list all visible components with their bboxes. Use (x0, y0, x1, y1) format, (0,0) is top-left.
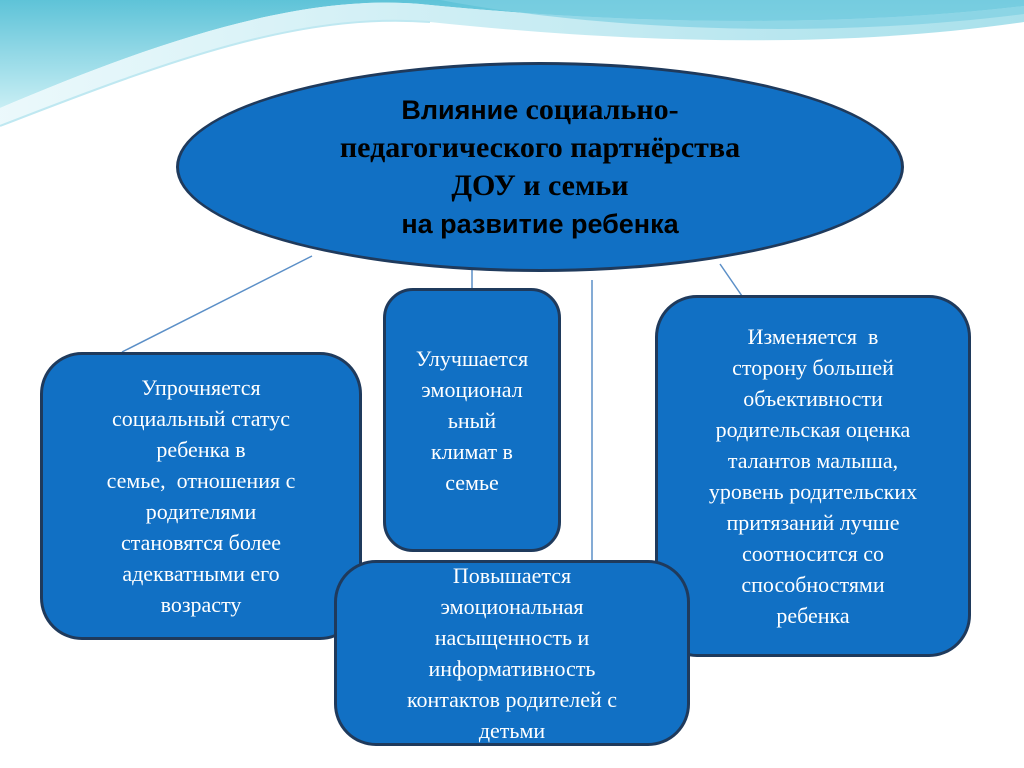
text-line: становятся более (120, 530, 282, 555)
text-line: объективности (743, 386, 883, 411)
text-line: эмоциональная (440, 594, 584, 619)
title-line-2: педагогического партнёрства (339, 131, 741, 164)
text-line: детьми (478, 718, 546, 743)
text-line: уровень родительских (708, 479, 918, 504)
text-line: ребенка в (156, 437, 246, 462)
text-line: климат в (431, 438, 513, 464)
effect-box-parental-assessment (655, 295, 971, 657)
text-line: талантов малыша, (727, 448, 899, 473)
effect-box-emotional-climate (383, 288, 561, 552)
title-line-3: ДОУ и семьи (451, 169, 629, 202)
title-line-1 (401, 91, 678, 129)
text-line: Повышается (452, 563, 572, 588)
text-line: способностями (741, 572, 885, 597)
text-line: Упрочняется (141, 375, 261, 400)
text-line: семье (445, 469, 499, 495)
title-line-1-rest: социально- (525, 93, 679, 126)
text-line: семье, отношения с (106, 468, 296, 493)
text-line: соотносится со (742, 541, 884, 566)
effect-box-contact-richness (334, 560, 690, 746)
text-line: Изменяется в (747, 324, 879, 349)
text-line: эмоционал (421, 376, 523, 402)
text-line: контактов родителей с (406, 687, 618, 712)
text-line: информативность (428, 656, 596, 681)
text-line: сторону большей (732, 355, 894, 380)
text-line: Улучшается (415, 345, 529, 371)
central-topic-ellipse (176, 62, 904, 272)
text-line: ребенка (776, 603, 850, 628)
text-line: возрасту (160, 592, 242, 617)
text-line: родительская оценка (715, 417, 911, 442)
title-bold-word: Влияние (401, 95, 519, 125)
text-line: притязаний лучше (726, 510, 900, 535)
text-line: адекватными его (122, 561, 280, 586)
text-line: насыщенность и (434, 625, 590, 650)
effect-box-social-status (40, 352, 362, 640)
title-line-4: на развитие ребенка (401, 209, 679, 239)
connector-right (720, 264, 742, 296)
text-line: социальный статус (111, 406, 291, 431)
text-line: ьный (447, 407, 497, 433)
text-line: родителями (145, 499, 257, 524)
connector-left (122, 256, 312, 352)
